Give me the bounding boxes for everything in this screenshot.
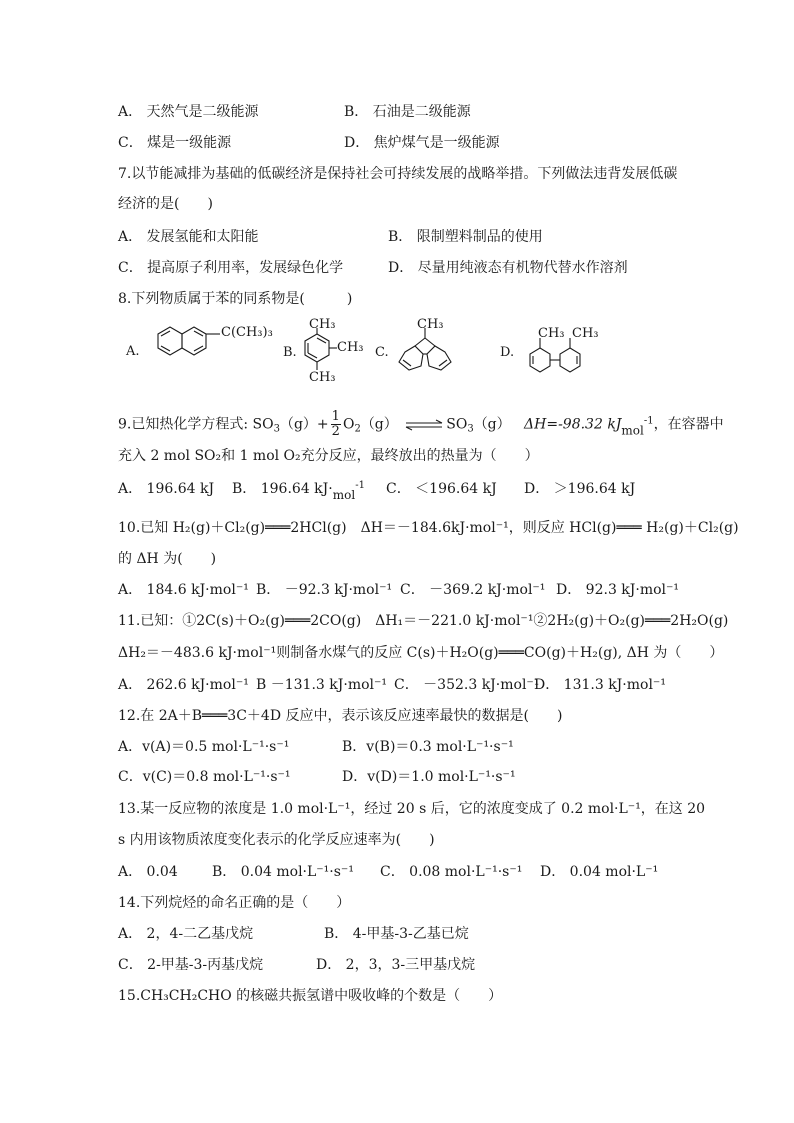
q9-frac-den: 2 (331, 424, 340, 439)
q8-stem: 8.下列物质属于苯的同系物是( ) (118, 291, 353, 307)
q7-option-a: A． 发展氢能和太阳能 (118, 229, 259, 245)
q12-option-b: B．v(B)＝0.3 mol·L⁻¹·s⁻¹ (342, 739, 514, 755)
q7-option-b: B． 限制塑料制品的使用 (388, 229, 543, 245)
q9-option-d: D． ＞196.64 kJ (524, 481, 636, 497)
q15-stem: 15.CH₃CH₂CHO 的核磁共振氢谱中吸收峰的个数是（ ） (118, 988, 503, 1004)
q8-label-d: D. (500, 345, 515, 360)
q9-frac-num: 1 (331, 409, 340, 424)
q8-label-c: C. (375, 345, 389, 360)
q8-c-methyl: CH₃ (417, 317, 444, 332)
q9-option-b-text: B． 196.64 kJ· (232, 481, 333, 497)
q10-option-a: A． 184.6 kJ·mol⁻¹ (118, 582, 249, 598)
q11-option-c: C． －352.3 kJ·mol⁻¹ (394, 677, 540, 693)
q8-structure-c (375, 317, 475, 390)
q13-stem-line1: 13.某一反应物的浓度是 1.0 mol·L⁻¹，经过 20 s 后，它的浓度变成了 0.2 mol·L⁻¹，在这 20 (118, 801, 706, 817)
q8-label-a: A. (126, 344, 140, 359)
q11-option-d: D． 131.3 kJ·mol⁻¹ (534, 677, 666, 693)
q10-option-c: C． －369.2 kJ·mol⁻¹ (400, 582, 546, 598)
q11-stem-line1: 11.已知：①2C(s)＋O₂(g)═══2CO(g) ΔH₁＝－221.0 kJ·mol⁻¹②2H₂(g)＋O₂(g)═══2H₂O(g) (118, 613, 729, 629)
q6-option-a: A． 天然气是二级能源 (118, 104, 259, 120)
q6-option-d: D． 焦炉煤气是一级能源 (344, 135, 500, 151)
q7-option-d: D． 尽量用纯液态有机物代替水作溶剂 (388, 260, 628, 276)
q13-stem-line2: s 内用该物质浓度变化表示的化学反应速率为( ) (118, 832, 435, 848)
q14-option-d: D． 2，3，3-三甲基戊烷 (316, 957, 476, 973)
q9-prefix: 9.已知热化学方程式: SO (118, 416, 274, 433)
q12-option-a: A．v(A)＝0.5 mol·L⁻¹·s⁻¹ (118, 739, 290, 755)
q8-structure-a (120, 322, 273, 378)
q8-a-substituent: C(CH₃)₃ (221, 325, 273, 340)
q9-enthalpy: ΔH=-98.32 kJ (524, 416, 622, 433)
q7-option-c: C． 提高原子利用率，发展绿色化学 (118, 260, 344, 276)
q13-option-c: C． 0.08 mol·L⁻¹·s⁻¹ (380, 864, 523, 880)
q7-stem-line2: 经济的是( ) (118, 196, 213, 212)
q8-b-methyl-right: CH₃ (337, 340, 364, 355)
q11-option-a: A． 262.6 kJ·mol⁻¹ (118, 677, 249, 693)
q11-stem-line2: ΔH₂＝－483.6 kJ·mol⁻¹则制备水煤气的反应 C(s)＋H₂O(g)═══CO(g)＋H₂(g), ΔH 为（ ） (118, 645, 724, 661)
q10-stem-line2: 的 ΔH 为( ) (118, 551, 217, 567)
q14-option-b: B． 4-甲基-3-乙基已烷 (324, 926, 469, 942)
q13-option-a: A． 0.04 (118, 864, 178, 880)
q9-mol-unit: mol (621, 423, 644, 438)
q9-stem-line2: 充入 2 mol SO₂和 1 mol O₂充分反应，最终放出的热量为（ ） (118, 448, 539, 464)
q10-option-b: B． －92.3 kJ·mol⁻¹ (256, 582, 393, 598)
q11-option-b: B －131.3 kJ·mol⁻¹ (256, 677, 387, 693)
q12-option-d: D．v(D)＝1.0 mol·L⁻¹·s⁻¹ (342, 769, 516, 785)
q9-state-1: （g）+ (279, 416, 329, 433)
q10-stem-line1: 10.已知 H₂(g)＋Cl₂(g)═══2HCl(g) ΔH＝－184.6kJ·mol⁻¹，则反应 HCl(g)═══ H₂(g)＋Cl₂(g) (118, 520, 739, 536)
q9-tail: ，在容器中 (653, 416, 724, 433)
q9-state-3: （g） (473, 416, 511, 433)
q12-option-c: C．v(C)＝0.8 mol·L⁻¹·s⁻¹ (118, 769, 291, 785)
q9-o2: O (342, 416, 355, 433)
q9-option-c: C． ＜196.64 kJ (386, 481, 497, 497)
q9-option-b: B． 196.64 $kJ\cdot_{mol}^{-1}$ (232, 480, 365, 502)
q14-option-c: C． 2-甲基-3-丙基戊烷 (118, 957, 264, 973)
q8-structure-b (283, 317, 364, 390)
q8-d-methyl-left: CH₃ (538, 326, 565, 341)
q6-option-b: B． 石油是二级能源 (344, 104, 471, 120)
q8-structure-d (500, 320, 610, 390)
q9-so3: SO (446, 416, 468, 433)
q9-fraction (331, 410, 341, 439)
q9-option-a: A． 196.64 kJ (118, 481, 215, 497)
q7-stem-line1: 7.以节能减排为基础的低碳经济是保持社会可持续发展的战略举措。下列做法违背发展低碳 (118, 166, 678, 182)
q10-option-d: D． 92.3 kJ·mol⁻¹ (556, 582, 680, 598)
equilibrium-arrow-icon (404, 419, 444, 431)
q8-label-b: B. (283, 345, 297, 360)
q9-state-2: （g） (360, 416, 398, 433)
q12-stem: 12.在 2A＋B═══3C＋4D 反应中，表示该反应速率最快的数据是( ) (118, 708, 563, 724)
q14-option-a: A． 2，4-二乙基戊烷 (118, 926, 254, 942)
q8-b-methyl-top: CH₃ (309, 317, 336, 332)
q9-option-b-mol: mol (332, 488, 356, 502)
q6-option-c: C． 煤是一级能源 (118, 135, 232, 151)
q13-option-b: B． 0.04 mol·L⁻¹·s⁻¹ (212, 864, 354, 880)
q9-stem-line1: 9.已知热化学方程式: $SO_3(g)+$ $\frac{1}{2}$ $O_2(g)$ $SO_3(g)$ ΔH=-98.32 $kJ_{mol}^{-1}$，在容器中 (118, 409, 724, 439)
q13-option-d: D． 0.04 mol·L⁻¹ (540, 864, 659, 880)
q8-b-methyl-bottom: CH₃ (309, 370, 336, 385)
q14-stem: 14.下列烷烃的命名正确的是（ ） (118, 895, 351, 911)
q8-d-methyl-right: CH₃ (572, 326, 599, 341)
